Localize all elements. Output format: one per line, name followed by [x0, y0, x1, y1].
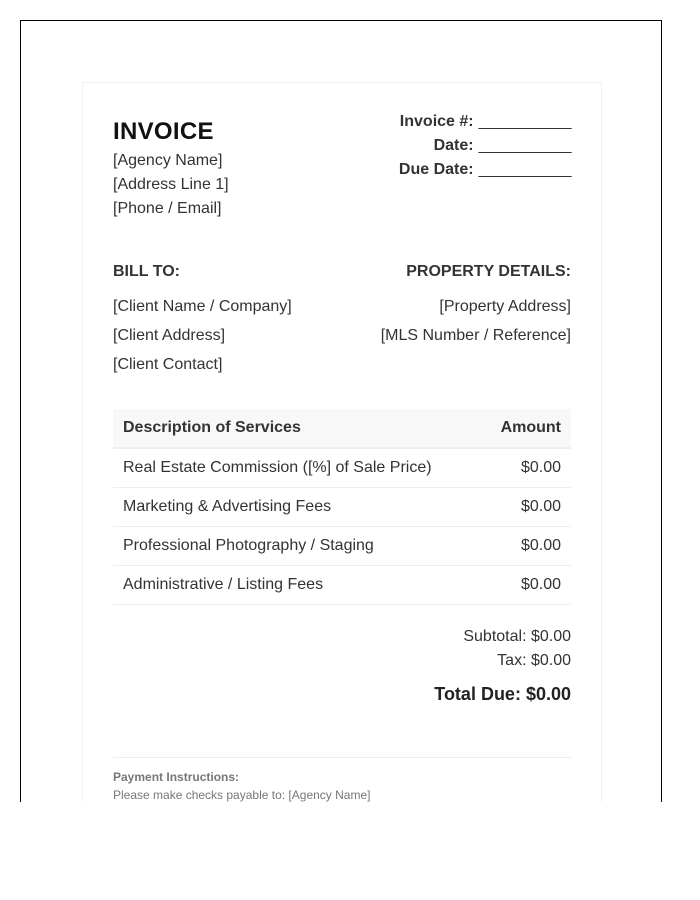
due-date-label: Due Date: — [398, 161, 474, 178]
table-row — [113, 488, 571, 527]
service-description: Real Estate Commission ([%] of Sale Price) — [113, 448, 481, 488]
agency-block — [113, 113, 229, 221]
invoice-number-field: ___________ — [478, 113, 571, 130]
bill-to-block — [113, 263, 292, 379]
property-address: [Property Address] — [439, 298, 571, 315]
invoice-number-row — [399, 113, 571, 137]
amount-column-header: Amount — [481, 409, 571, 448]
invoice-content — [113, 113, 571, 802]
invoice-title: INVOICE — [113, 118, 214, 145]
document-viewport[interactable] — [20, 20, 662, 802]
invoice-date-label: Date: — [433, 137, 474, 154]
due-date-field: ___________ — [478, 161, 571, 178]
agency-address: [Address Line 1] — [113, 176, 229, 193]
payment-instructions-text: Please make checks payable to: [Agency Name] — [113, 788, 371, 802]
service-amount: $0.00 — [481, 448, 571, 488]
invoice-document — [82, 82, 602, 802]
property-details-block — [381, 263, 571, 379]
service-description: Marketing & Advertising Fees — [113, 488, 481, 527]
invoice-date-field: ___________ — [478, 137, 571, 154]
invoice-date-row — [399, 137, 571, 161]
table-row — [113, 448, 571, 488]
mls-reference: [MLS Number / Reference] — [380, 327, 571, 344]
due-date-row — [399, 161, 571, 185]
service-amount: $0.00 — [481, 488, 571, 527]
service-description: Administrative / Listing Fees — [113, 566, 481, 605]
service-amount: $0.00 — [481, 566, 571, 605]
payment-instructions — [113, 757, 571, 802]
tax: Tax: $0.00 — [497, 652, 571, 669]
payment-instructions-heading: Payment Instructions: — [113, 770, 240, 784]
parties-section — [113, 263, 571, 379]
agency-name: [Agency Name] — [113, 152, 223, 169]
table-row — [113, 566, 571, 605]
description-column-header: Description of Services — [113, 409, 481, 448]
totals-section — [113, 625, 571, 705]
service-description: Professional Photography / Staging — [113, 527, 481, 566]
client-name: [Client Name / Company] — [113, 298, 292, 315]
services-header-row — [113, 409, 571, 448]
invoice-header — [113, 113, 571, 221]
total-due: Total Due: $0.00 — [434, 684, 571, 704]
table-row — [113, 527, 571, 566]
agency-contact: [Phone / Email] — [113, 200, 222, 217]
subtotal: Subtotal: $0.00 — [463, 628, 571, 645]
bill-to-heading: BILL TO: — [113, 263, 180, 280]
services-table — [113, 409, 571, 605]
client-address: [Client Address] — [113, 327, 226, 344]
service-amount: $0.00 — [481, 527, 571, 566]
property-details-heading: PROPERTY DETAILS: — [406, 263, 571, 280]
invoice-meta — [399, 113, 571, 185]
client-contact: [Client Contact] — [113, 356, 223, 373]
invoice-number-label: Invoice #: — [399, 113, 474, 130]
